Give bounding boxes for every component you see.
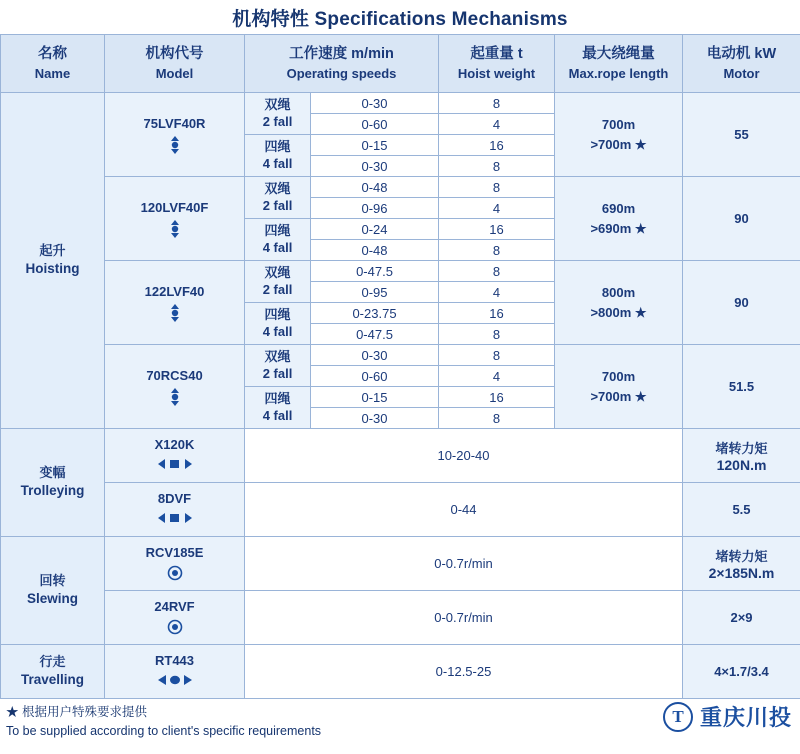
model-cell	[105, 537, 245, 591]
motor-cell	[683, 429, 800, 483]
header-hoist-weight: 起重量 t Hoist weight	[439, 35, 555, 93]
fall-label-en: 2 fall	[262, 113, 293, 129]
fall-label-en: 4 fall	[262, 407, 293, 423]
rope-length-optional: >700m ★	[590, 388, 647, 404]
model-cell	[105, 591, 245, 645]
rope-length-cell	[555, 177, 683, 261]
speed-cell: 0-24	[311, 219, 439, 240]
table-row	[1, 93, 800, 114]
motor-value-primary: 堵转力矩	[715, 441, 768, 456]
motor-value-primary: 堵转力矩	[715, 549, 768, 564]
rope-length-primary: 700m	[601, 117, 636, 132]
model-cell	[105, 177, 245, 261]
speed-cell: 0-15	[311, 387, 439, 408]
model-label: 75LVF40R	[143, 115, 206, 131]
hoist-weight-cell: 8	[439, 177, 555, 198]
slewing-icon	[105, 619, 244, 637]
header-name: 名称 Name	[1, 35, 105, 93]
table-row	[1, 177, 800, 198]
operating-speed-cell: 0-44	[245, 483, 683, 537]
fall-cell	[245, 303, 311, 345]
table-row	[1, 429, 800, 483]
rope-length-primary: 800m	[601, 285, 636, 300]
model-label: 24RVF	[154, 598, 195, 614]
hoist-weight-cell: 4	[439, 114, 555, 135]
travel-arrows-icon	[105, 673, 244, 691]
model-cell	[105, 345, 245, 429]
model-label: 122LVF40	[144, 283, 205, 299]
fall-label-cn: 四绳	[264, 139, 291, 155]
group-label-en: Hoisting	[25, 261, 80, 277]
rope-length-optional: >800m ★	[590, 304, 647, 320]
fall-cell	[245, 177, 311, 219]
rope-length-optional: >700m ★	[590, 136, 647, 152]
hoist-weight-cell: 16	[439, 135, 555, 156]
model-label: 8DVF	[157, 490, 192, 506]
header-model: 机构代号 Model	[105, 35, 245, 93]
hoist-arrows-icon	[105, 136, 244, 154]
speed-cell: 0-60	[311, 366, 439, 387]
hoist-weight-cell: 8	[439, 261, 555, 282]
page-title: 机构特性 Specifications Mechanisms	[0, 0, 800, 34]
company-logo	[663, 701, 792, 732]
speed-cell: 0-23.75	[311, 303, 439, 324]
table-row	[1, 261, 800, 282]
group-label-cn: 起升	[39, 242, 66, 258]
rope-length-primary: 700m	[601, 369, 636, 384]
model-cell	[105, 645, 245, 699]
model-label: 120LVF40F	[140, 199, 209, 215]
table-row	[1, 537, 800, 591]
speed-cell: 0-48	[311, 240, 439, 261]
hoist-weight-cell: 4	[439, 198, 555, 219]
fall-label-cn: 四绳	[264, 307, 291, 323]
speed-cell: 0-30	[311, 93, 439, 114]
group-label-cn: 变幅	[39, 464, 66, 480]
group-label-en: Slewing	[26, 591, 78, 607]
group-cell-trolleying	[1, 429, 105, 537]
model-cell	[105, 483, 245, 537]
motor-cell	[683, 645, 800, 699]
fall-cell	[245, 387, 311, 429]
fall-label-cn: 双绳	[264, 265, 291, 281]
fall-label-en: 4 fall	[262, 323, 293, 339]
group-label-en: Trolleying	[20, 483, 85, 499]
trolley-arrows-icon	[105, 511, 244, 529]
footnote-en: To be supplied according to client's specific requirements	[6, 723, 322, 738]
hoist-weight-cell: 16	[439, 387, 555, 408]
hoist-weight-cell: 4	[439, 282, 555, 303]
footer	[0, 699, 800, 749]
logo-mark-icon: T	[663, 702, 693, 732]
fall-cell	[245, 345, 311, 387]
footnote-cn: ★ 根据用户特殊要求提供	[6, 705, 147, 719]
speed-cell: 0-47.5	[311, 261, 439, 282]
speed-cell: 0-95	[311, 282, 439, 303]
motor-cell: 55	[683, 93, 800, 177]
operating-speed-cell: 10-20-40	[245, 429, 683, 483]
motor-value-primary: 5.5	[732, 502, 751, 517]
rope-length-cell	[555, 261, 683, 345]
speed-cell: 0-96	[311, 198, 439, 219]
header-rope-length: 最大绕绳量 Max.rope length	[555, 35, 683, 93]
table-row	[1, 645, 800, 699]
hoist-weight-cell: 8	[439, 93, 555, 114]
fall-label-en: 4 fall	[262, 239, 293, 255]
fall-label-en: 4 fall	[262, 155, 293, 171]
motor-cell: 90	[683, 261, 800, 345]
hoist-arrows-icon	[105, 388, 244, 406]
motor-cell: 90	[683, 177, 800, 261]
operating-speed-cell: 0-0.7r/min	[245, 591, 683, 645]
hoist-weight-cell: 16	[439, 219, 555, 240]
motor-cell	[683, 537, 800, 591]
motor-value-secondary: 120N.m	[716, 457, 767, 473]
hoist-weight-cell: 4	[439, 366, 555, 387]
operating-speed-cell: 0-12.5-25	[245, 645, 683, 699]
fall-label-cn: 四绳	[264, 391, 291, 407]
hoist-weight-cell: 8	[439, 324, 555, 345]
header-operating-speeds: 工作速度 m/min Operating speeds	[245, 35, 439, 93]
hoist-weight-cell: 8	[439, 240, 555, 261]
speed-cell: 0-30	[311, 408, 439, 429]
speed-cell: 0-15	[311, 135, 439, 156]
trolley-arrows-icon	[105, 457, 244, 475]
hoist-weight-cell: 8	[439, 408, 555, 429]
rope-length-cell	[555, 93, 683, 177]
group-label-en: Travelling	[20, 672, 85, 688]
header-motor: 电动机 kW Motor	[683, 35, 800, 93]
fall-label-cn: 四绳	[264, 223, 291, 239]
motor-cell	[683, 483, 800, 537]
hoist-weight-cell: 8	[439, 345, 555, 366]
speed-cell: 0-30	[311, 345, 439, 366]
motor-value-primary: 4×1.7/3.4	[714, 664, 769, 679]
hoist-weight-cell: 8	[439, 156, 555, 177]
table-header	[1, 35, 800, 93]
model-label: X120K	[154, 436, 195, 452]
table-row	[1, 591, 800, 645]
group-label-cn: 回转	[39, 572, 66, 588]
fall-cell	[245, 93, 311, 135]
fall-cell	[245, 135, 311, 177]
model-cell	[105, 261, 245, 345]
specifications-table	[0, 34, 800, 699]
motor-cell: 51.5	[683, 345, 800, 429]
slewing-icon	[105, 565, 244, 583]
hoist-arrows-icon	[105, 304, 244, 322]
operating-speed-cell: 0-0.7r/min	[245, 537, 683, 591]
header-row	[1, 35, 800, 93]
hoist-weight-cell: 16	[439, 303, 555, 324]
fall-label-en: 2 fall	[262, 365, 293, 381]
rope-length-optional: >690m ★	[590, 220, 647, 236]
speed-cell: 0-30	[311, 156, 439, 177]
group-label-cn: 行走	[39, 653, 66, 669]
speed-cell: 0-48	[311, 177, 439, 198]
speed-cell: 0-47.5	[311, 324, 439, 345]
model-label: RCV185E	[145, 544, 204, 560]
fall-cell	[245, 219, 311, 261]
table-row	[1, 483, 800, 537]
logo-text: 重庆川投	[699, 705, 792, 730]
fall-cell	[245, 261, 311, 303]
model-cell	[105, 93, 245, 177]
motor-value-primary: 2×9	[730, 610, 753, 625]
fall-label-cn: 双绳	[264, 97, 291, 113]
speed-cell: 0-60	[311, 114, 439, 135]
fall-label-en: 2 fall	[262, 197, 293, 213]
model-label: 70RCS40	[146, 367, 203, 383]
group-cell-slewing	[1, 537, 105, 645]
group-cell-hoisting	[1, 93, 105, 429]
fall-label-cn: 双绳	[264, 181, 291, 197]
fall-label-en: 2 fall	[262, 281, 293, 297]
group-cell-travelling	[1, 645, 105, 699]
table-body	[1, 93, 800, 699]
motor-value-secondary: 2×185N.m	[708, 565, 775, 581]
motor-cell	[683, 591, 800, 645]
hoist-arrows-icon	[105, 220, 244, 238]
model-label: RT443	[154, 652, 195, 668]
rope-length-cell	[555, 345, 683, 429]
fall-label-cn: 双绳	[264, 349, 291, 365]
table-row	[1, 345, 800, 366]
model-cell	[105, 429, 245, 483]
rope-length-primary: 690m	[601, 201, 636, 216]
